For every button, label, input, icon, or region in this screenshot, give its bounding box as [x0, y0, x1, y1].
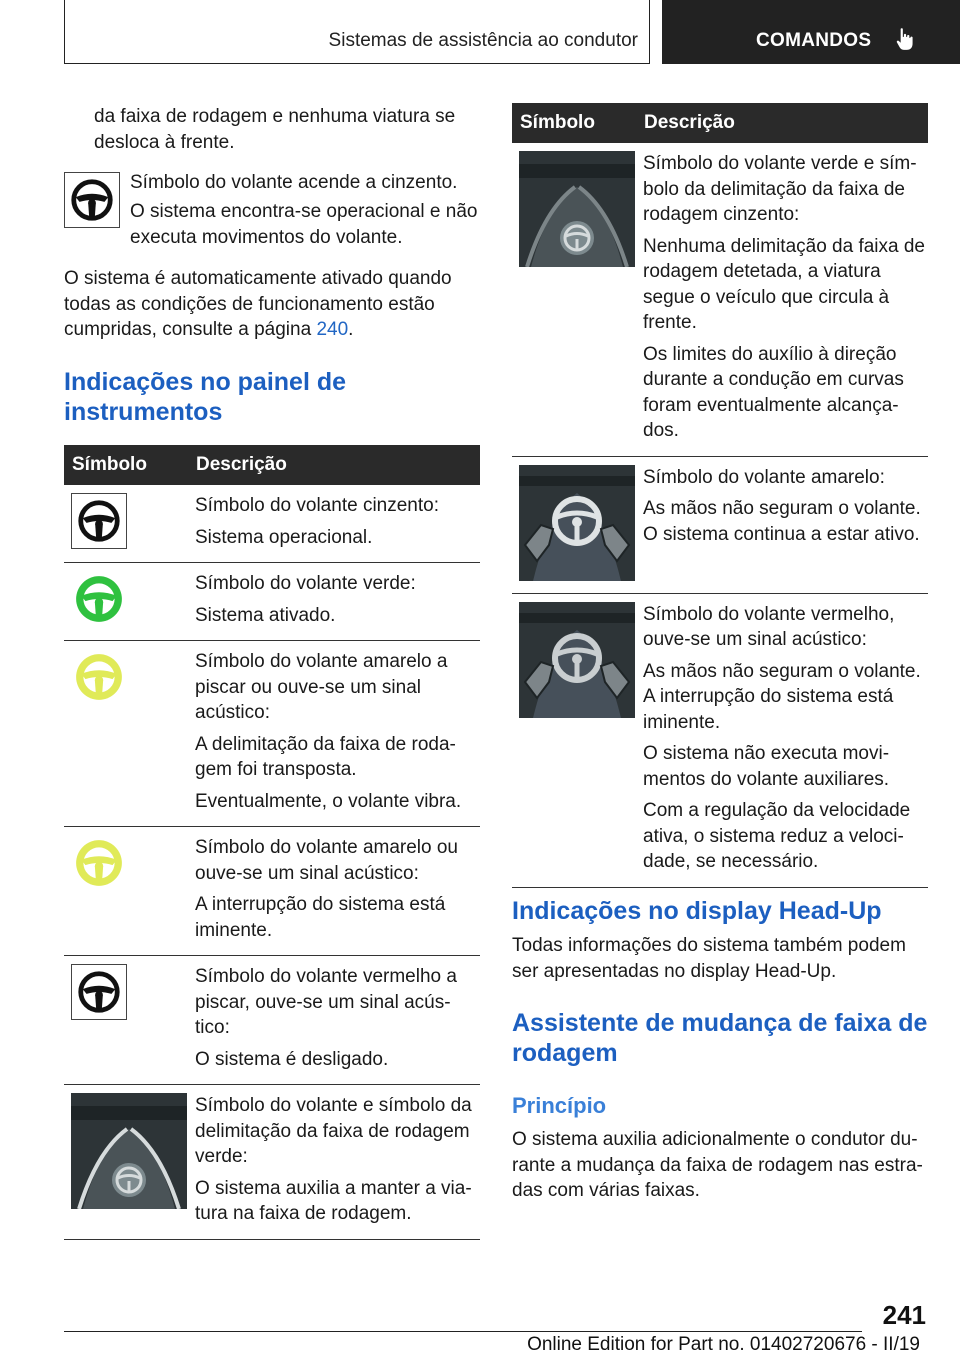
description-line: Os limites do auxílio à direção durante a condução em curvas foram eventualmente alcança-dos. — [643, 343, 904, 441]
description-line: Eventualmente, o volante vibra. — [195, 790, 462, 812]
description-cell — [188, 641, 480, 827]
auto-activation-body: O sistema é automaticamente ativado quando todas as condições de funcionamento estão cumpridas, consulte a página — [64, 268, 452, 340]
symbol-cell — [64, 1085, 188, 1240]
auto-activation-end: . — [348, 319, 354, 340]
header-section-title: Sistemas de assistência ao condutor — [328, 30, 638, 51]
symbol-cell — [64, 641, 188, 827]
principle-heading: Princípio — [512, 1093, 607, 1118]
description-cell — [188, 827, 480, 956]
grey-note-line-1: Símbolo do volante acende a cinzento. — [130, 172, 458, 193]
steering-wheel-icon — [73, 651, 125, 703]
description-line: Símbolo do volante amarelo ou ouve-se um sinal acústico: — [195, 837, 458, 884]
hud-text: Todas informações do sistema também podem ser apresentadas no display Head-Up. — [512, 935, 906, 982]
grey-wheel-icon-box — [71, 493, 127, 549]
description-line: Símbolo do volante verde e sím-bolo da delimitação da faixa de rodagem cinzento: — [643, 153, 917, 225]
symbol-cell — [64, 563, 188, 641]
red-wheel-icon-box — [71, 964, 127, 1020]
symbol-cell — [64, 827, 188, 956]
instrument-panel-table — [64, 445, 480, 1240]
auto-activation-text — [64, 266, 480, 343]
symbol-cell — [64, 956, 188, 1085]
description-line: O sistema é desligado. — [195, 1048, 389, 1070]
col-symbol-header: Símbolo — [64, 445, 188, 485]
hand-pointer-icon — [892, 26, 918, 52]
description-line: Símbolo do volante amarelo: — [643, 466, 885, 488]
green-wheel-icon-box — [71, 571, 127, 627]
description-line: Símbolo do volante verde: — [195, 573, 416, 594]
principle-text: O sistema auxilia adicionalmente o condutor du-rante a mudança da faixa de rodagem nas estra-das com várias faixas. — [512, 1129, 923, 1201]
hands-off-yellow-image — [519, 465, 635, 581]
intro-continuation: da faixa de rodagem e nenhuma viatura se desloca à frente. — [94, 106, 456, 153]
symbol-cell — [512, 143, 636, 456]
yellow-wheel-icon-box — [71, 649, 127, 705]
description-cell — [636, 456, 928, 593]
description-line: Com a regulação da velocidade ativa, o sistema reduz a veloci-dade, se necessário. — [643, 800, 911, 872]
footer-divider — [64, 1331, 862, 1332]
description-cell — [188, 1085, 480, 1240]
steering-wheel-icon — [75, 968, 123, 1016]
page-header — [0, 0, 960, 66]
description-line: Nenhuma delimitação da faixa de rodagem detetada, a viatura segue o veículo que circula à frente. — [643, 235, 926, 333]
description-cell — [188, 485, 480, 563]
table-row — [64, 485, 480, 563]
description-line: Sistema operacional. — [195, 526, 373, 548]
hud-heading: Indicações no display Head-Up — [512, 897, 882, 925]
yellow-wheel-icon-box — [71, 835, 127, 891]
page-number: 241 — [882, 1300, 926, 1330]
symbol-cell — [512, 593, 636, 887]
steering-wheel-icon — [73, 573, 125, 625]
table-row — [64, 956, 480, 1085]
description-cell — [636, 143, 928, 456]
col-symbol-header: Símbolo — [512, 103, 636, 143]
description-line: Símbolo do volante amarelo a piscar ou ouve-se um sinal acústico: — [195, 651, 448, 723]
symbol-cell — [64, 485, 188, 563]
description-cell — [188, 956, 480, 1085]
description-line: O sistema auxilia a manter a via-tura na faixa de rodagem. — [195, 1177, 472, 1224]
steering-wheel-icon — [73, 837, 125, 889]
table-row — [64, 827, 480, 956]
page-link-240[interactable]: 240 — [316, 319, 349, 340]
lane-change-heading: Assistente de mudança de faixa de rodagem — [512, 1009, 928, 1067]
description-line: A interrupção do sistema está iminente. — [195, 894, 446, 941]
header-chapter-label: COMANDOS — [756, 30, 872, 51]
grey-wheel-icon-box — [64, 172, 120, 228]
table-row — [512, 456, 928, 593]
description-line: Símbolo do volante e símbolo da delimitação da faixa de rodagem verde: — [195, 1095, 472, 1167]
table-header-row — [512, 103, 928, 143]
lane-green-wheel-image — [71, 1093, 187, 1209]
description-line: Sistema ativado. — [195, 604, 336, 626]
table-row — [64, 1085, 480, 1240]
lane-grey-wheel-image — [519, 151, 635, 267]
instrument-panel-heading: Indicações no painel de instrumentos — [64, 368, 347, 426]
hands-off-red-image — [519, 602, 635, 718]
description-cell — [188, 563, 480, 641]
description-line: As mãos não seguram o volante. O sistema continua a estar ativo. — [643, 498, 921, 545]
table-row — [512, 143, 928, 456]
instrument-panel-table-cont — [512, 103, 928, 888]
table-row — [64, 563, 480, 641]
description-line: O sistema não executa movi-mentos do volante auxiliares. — [643, 743, 890, 790]
description-line: Símbolo do volante vermelho, ouve-se um sinal acústico: — [643, 603, 895, 650]
table-row — [64, 641, 480, 827]
description-cell — [636, 593, 928, 887]
steering-wheel-icon — [68, 176, 116, 224]
table-row — [512, 593, 928, 887]
col-description-header: Descrição — [636, 103, 928, 143]
description-line: A delimitação da faixa de roda-gem foi transposta. — [195, 733, 456, 780]
steering-wheel-icon — [75, 497, 123, 545]
description-line: As mãos não seguram o volante. A interrupção do sistema está iminente. — [643, 660, 921, 733]
symbol-cell — [512, 456, 636, 593]
col-description-header: Descrição — [188, 445, 480, 485]
table-header-row — [64, 445, 480, 485]
footer-edition: Online Edition for Part no. 01402720676 - II/19 — [527, 1334, 920, 1355]
grey-note-line-2: O sistema encontra-se operacional e não executa movimentos do volante. — [130, 201, 478, 248]
description-line: Símbolo do volante vermelho a piscar, ouve-se um sinal acús-tico: — [195, 966, 457, 1038]
description-line: Símbolo do volante cinzento: — [195, 495, 439, 516]
header-chapter-tab[interactable] — [662, 0, 960, 64]
